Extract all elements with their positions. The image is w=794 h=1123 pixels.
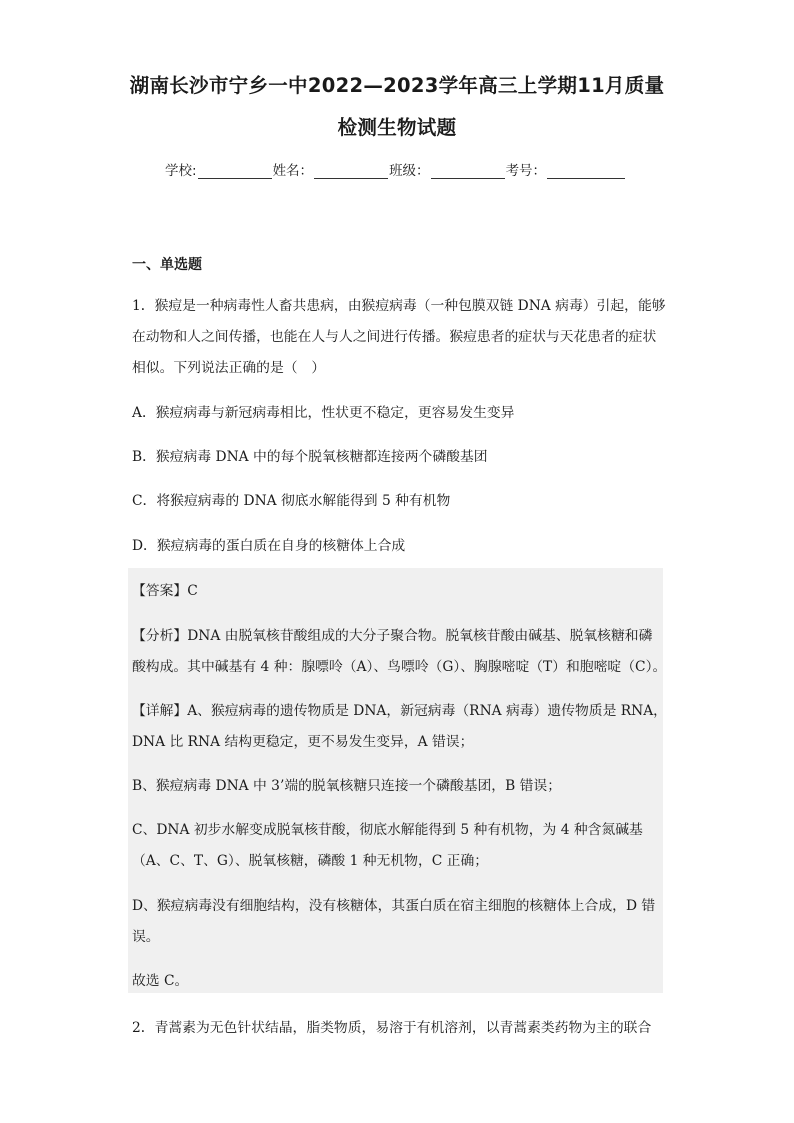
document-title-line1: 湖南长沙市宁乡一中2022—2023学年高三上学期11月质量 xyxy=(129,74,665,97)
number-label: 考号： xyxy=(505,163,547,179)
q1-stem-line: 相似。下列说法正确的是（ ） xyxy=(132,360,326,376)
detail-line: C、DNA 初步水解变成脱氧核苷酸，彻底水解能得到 5 种有机物，为 4 种含氮碱基 xyxy=(132,822,643,838)
q1-option-b: B．猴痘病毒 DNA 中的每个脱氧核糖都连接两个磷酸基团 xyxy=(132,449,488,465)
student-info-row xyxy=(165,159,626,179)
section-heading: 一、单选题 xyxy=(132,257,202,273)
class-label: 班级： xyxy=(389,163,430,179)
detail-line: B、猴痘病毒 DNA 中 3’端的脱氧核糖只连接一个磷酸基团，B 错误； xyxy=(132,778,562,794)
conclusion-line: 故选 C。 xyxy=(132,973,189,989)
answer-tag: 【答案】 xyxy=(132,583,188,599)
analysis-tag: 【分析】 xyxy=(132,628,188,644)
detail-line: D、猴痘病毒没有细胞结构，没有核糖体，其蛋白质在宿主细胞的核糖体上合成，D 错 xyxy=(132,898,656,914)
answer-value: C xyxy=(187,583,198,599)
school-blank[interactable] xyxy=(198,166,272,179)
analysis-text: DNA 由脱氧核苷酸组成的大分子聚合物。脱氧核苷酸由碱基、脱氧核糖和磷 xyxy=(187,628,653,644)
answer-line xyxy=(132,579,198,599)
q1-option-a: A．猴痘病毒与新冠病毒相比，性状更不稳定，更容易发生变异 xyxy=(132,405,515,421)
q2-stem-line: 2．青蒿素为无色针状结晶，脂类物质，易溶于有机溶剂，以青蒿素类药物为主的联合 xyxy=(132,1020,652,1036)
class-blank[interactable] xyxy=(431,166,505,179)
detail-line: （A、C、T、G）、脱氧核糖，磷酸 1 种无机物，C 正确； xyxy=(132,853,489,869)
detail-line xyxy=(132,699,667,719)
q1-option-c: C．将猴痘病毒的 DNA 彻底水解能得到 5 种有机物 xyxy=(132,493,451,509)
document-title-line2: 检测生物试题 xyxy=(337,116,457,139)
detail-line: 误。 xyxy=(132,929,160,945)
name-blank[interactable] xyxy=(314,166,388,179)
analysis-line: 酸构成。其中碱基有 4 种：腺嘌呤（A）、鸟嘌呤（G）、胸腺嘧啶（T）和胞嘧啶（C）。 xyxy=(132,659,667,675)
number-blank[interactable] xyxy=(547,166,625,179)
detail-tag: 【详解】 xyxy=(132,703,188,719)
q1-option-d: D．猴痘病毒的蛋白质在自身的核糖体上合成 xyxy=(132,538,406,554)
detail-line: DNA 比 RNA 结构更稳定，更不易发生变异，A 错误； xyxy=(132,734,474,750)
analysis-line xyxy=(132,624,652,644)
detail-text: A、猴痘病毒的遗传物质是 DNA，新冠病毒（RNA 病毒）遗传物质是 RNA， xyxy=(187,703,667,719)
name-label: 姓名： xyxy=(272,163,314,179)
q1-stem-line: 在动物和人之间传播，也能在人与人之间进行传播。猴痘患者的症状与天花患者的症状 xyxy=(132,329,657,345)
q1-stem-line: 1．猴痘是一种病毒性人畜共患病，由猴痘病毒（一种包膜双链 DNA 病毒）引起，能够 xyxy=(132,298,666,314)
school-label: 学校: xyxy=(165,163,197,179)
